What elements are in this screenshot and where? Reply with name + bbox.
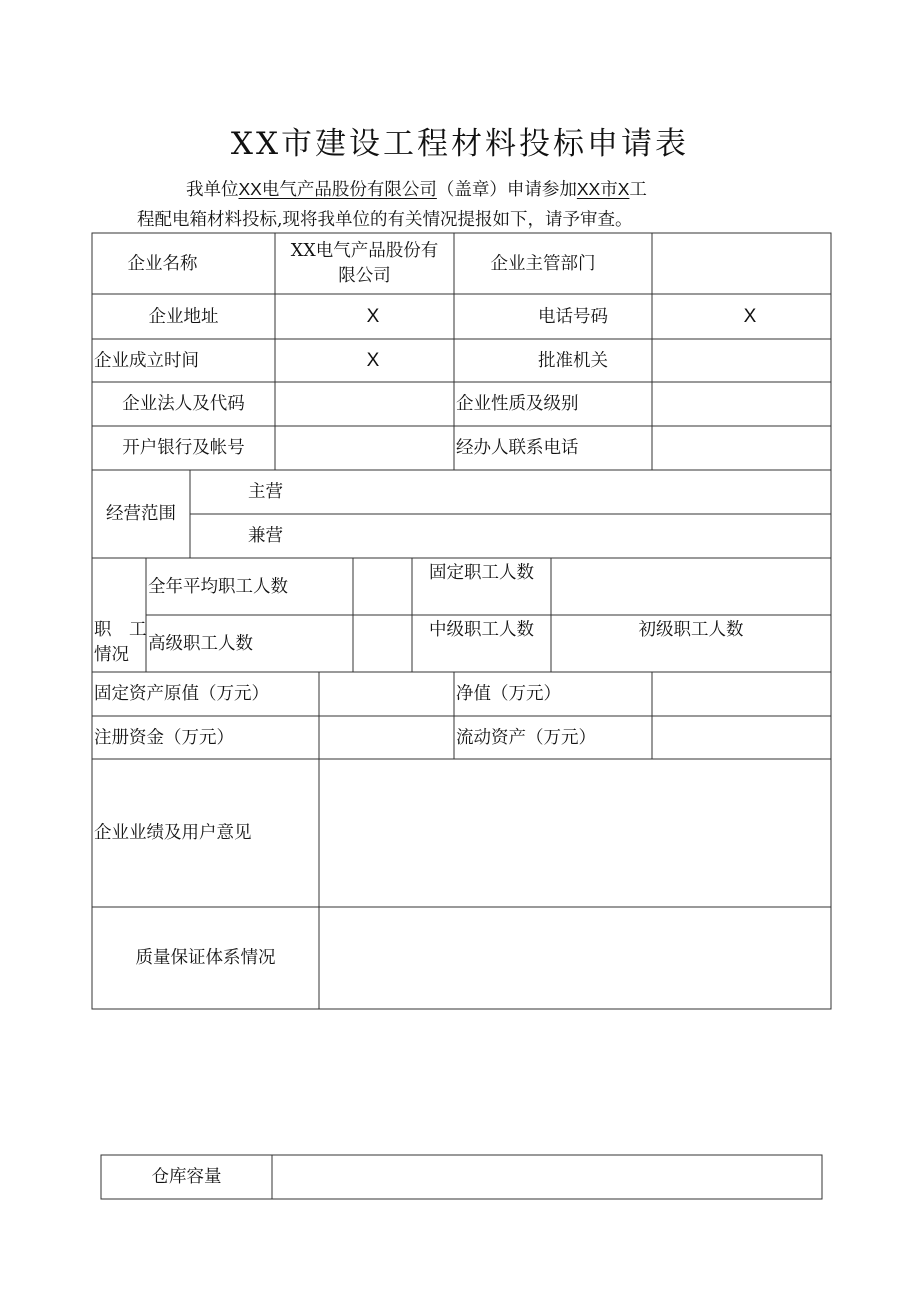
- address-value[interactable]: X: [366, 305, 380, 327]
- staff-situation-label: [94, 618, 147, 668]
- company-name-line-1: XX电气产品股份有: [290, 240, 439, 261]
- warehouse-capacity-label: 仓库容量: [151, 1167, 222, 1187]
- nature-value[interactable]: [652, 382, 831, 426]
- intro-text: （盖章）申请参加: [436, 180, 577, 200]
- junior-staff-label: 初级职工人数: [638, 620, 744, 640]
- staff-label-line-1: 职 工: [94, 620, 147, 640]
- phone-label: 电话号码: [538, 306, 608, 327]
- project-name-underlined: XX市X: [576, 179, 630, 199]
- senior-staff-label: 高级职工人数: [148, 633, 253, 654]
- staff-label-line-2: 情况: [94, 645, 129, 665]
- supervisor-value[interactable]: [652, 233, 831, 294]
- contact-phone-value[interactable]: [652, 426, 831, 470]
- registered-capital-label: 注册资金（万元）: [94, 727, 234, 748]
- founded-label: 企业成立时间: [94, 350, 199, 371]
- approval-value[interactable]: [652, 339, 831, 382]
- quality-system-label: 质量保证体系情况: [135, 948, 276, 968]
- intro-line-1: [186, 176, 647, 201]
- intro-text: 我单位: [186, 180, 239, 200]
- contact-phone-label: 经办人联系电话: [456, 438, 579, 458]
- nature-label: 企业性质及级别: [456, 394, 579, 414]
- company-name-label: 企业名称: [127, 253, 198, 274]
- phone-value[interactable]: X: [743, 305, 757, 327]
- legal-rep-label: 企业法人及代码: [122, 394, 245, 414]
- page-title: XX市建设工程材料投标申请表: [230, 126, 690, 162]
- supervisor-label: 企业主管部门: [490, 253, 596, 274]
- current-assets-label: 流动资产（万元）: [456, 727, 596, 748]
- intro-text: 工: [629, 180, 647, 200]
- bank-label: 开户银行及帐号: [122, 438, 245, 458]
- warehouse-capacity-value[interactable]: [272, 1155, 822, 1199]
- intro-line-2: 程配电箱材料投标,现将我单位的有关情况提报如下，请予审查。: [137, 210, 633, 230]
- founded-value[interactable]: X: [366, 349, 380, 371]
- legal-rep-value[interactable]: [275, 382, 454, 426]
- company-name-line-2: 限公司: [338, 265, 391, 286]
- address-label: 企业地址: [148, 306, 219, 327]
- business-scope-label: 经营范围: [106, 504, 176, 524]
- fixed-staff-label: 固定职工人数: [429, 563, 534, 583]
- main-business-label: 主营: [248, 482, 283, 502]
- fixed-assets-label: 固定资产原值（万元）: [94, 684, 269, 704]
- avg-staff-label: 全年平均职工人数: [148, 576, 288, 597]
- company-name-value: [275, 233, 454, 294]
- performance-label: 企业业绩及用户意见: [94, 823, 252, 843]
- approval-label: 批准机关: [538, 350, 608, 371]
- company-name-underlined: XX电气产品股份有限公司: [238, 179, 437, 199]
- side-business-label: 兼营: [248, 526, 283, 546]
- mid-staff-label: 中级职工人数: [429, 620, 534, 640]
- net-value-label: 净值（万元）: [456, 684, 561, 704]
- bank-value[interactable]: [275, 426, 454, 470]
